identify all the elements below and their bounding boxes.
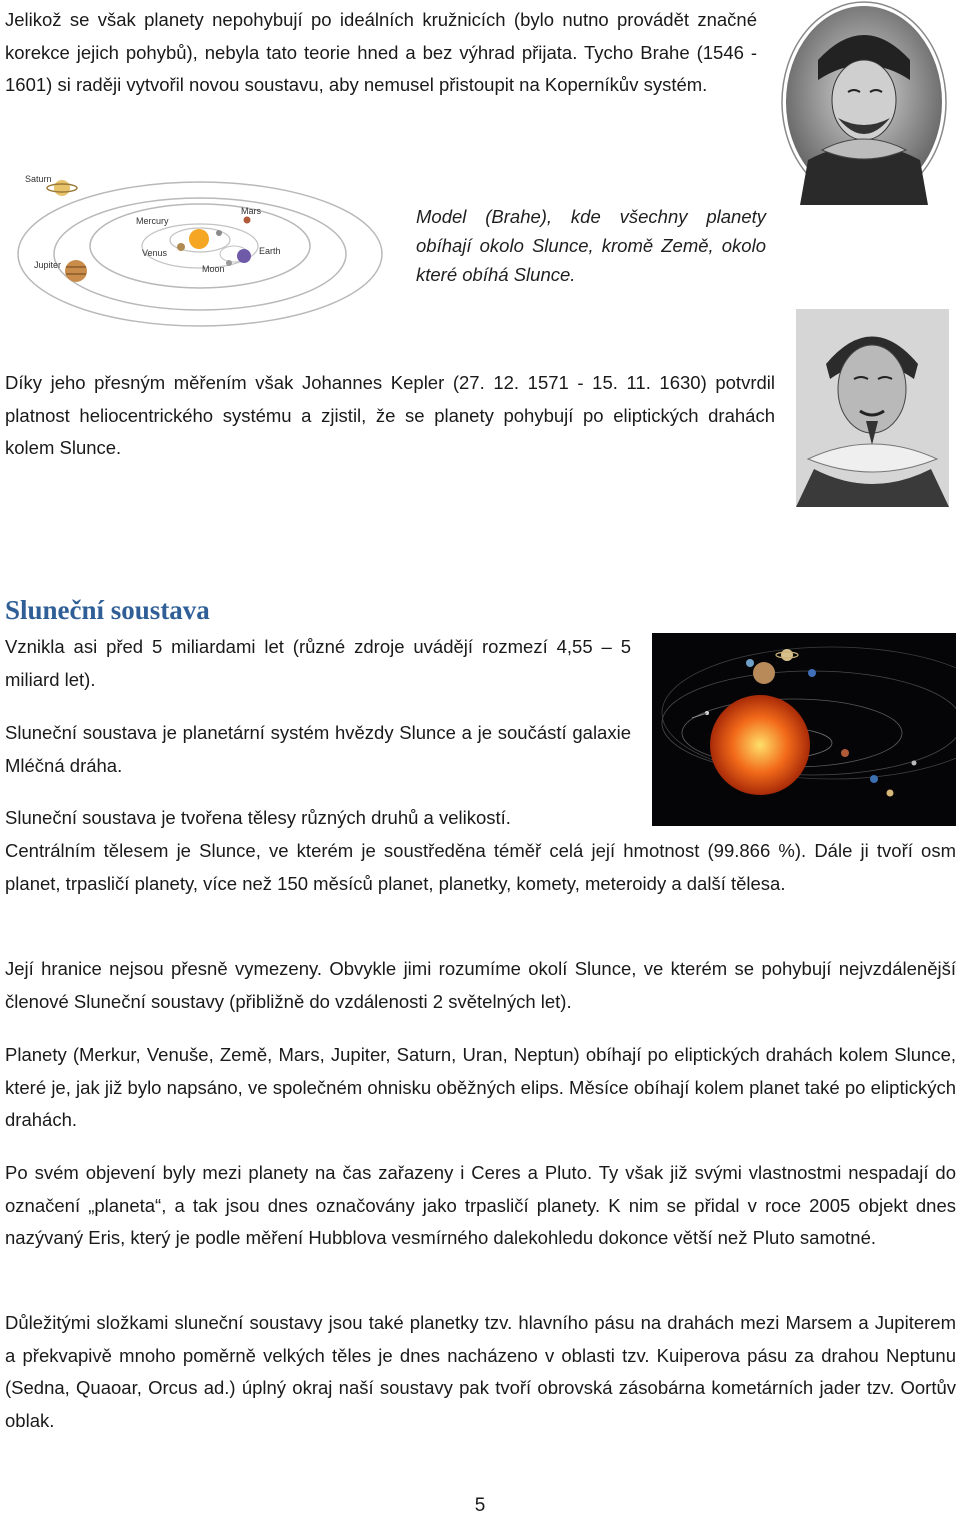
paragraph-dwarf-planets: Po svém objevení byly mezi planety na čas zařazeny i Ceres a Pluto. Ty však již svými vlastnostmi nespadají do označení „planeta“, a tak jsou dnes označovány jako trpasličí planety. K nim se přidal v roce 2005 objekt dnes nazývaný Eris, který je podle měření Hubblova vesmírného dalekohledu dokonce větší než Pluto samotné.	[5, 1162, 956, 1248]
diagram-caption: Model (Brahe), kde všechny planety obíhají okolo Slunce, kromě Země, okolo které obíhá Slunce.	[416, 206, 766, 285]
label-earth: Earth	[259, 246, 281, 256]
label-venus: Venus	[142, 248, 168, 258]
paragraph-boundary: Její hranice nejsou přesně vymezeny. Obvykle jimi rozumíme okolí Slunce, ve kterém se pohybují nejvzdálenější členové Sluneční soustavy (přibližně do vzdálenosti 2 světelných let).	[5, 958, 956, 1012]
sun-icon	[189, 229, 209, 249]
label-jupiter: Jupiter	[34, 260, 62, 270]
solar-system-illustration-icon	[652, 633, 956, 826]
paragraph-bodies: Sluneční soustava je tvořena tělesy různých druhů a velikostí.	[5, 807, 511, 828]
paragraph-origin: Vznikla asi před 5 miliardami let (různé zdroje uvádějí rozmezí 4,55 – 5 miliard let).	[5, 636, 631, 690]
label-saturn: Saturn	[25, 174, 52, 184]
section-heading: Sluneční soustava	[5, 595, 210, 625]
saturn-icon	[781, 649, 793, 661]
venus-icon	[887, 790, 894, 797]
intro-paragraph: Jelikož se však planety nepohybují po ideálních kružnicích (bylo nutno provádět značné korekce jejich pohybů), nebyla tato teorie hned a bez výhrad přijata. Tycho Brahe (1546 - 1601) si raději vytvořil novou soustavu, aby nemusel přistoupit na Koperníkův systém.	[5, 9, 757, 95]
moon-icon	[226, 260, 232, 266]
venus-icon	[177, 243, 185, 251]
mercury-icon	[216, 230, 222, 236]
paragraph-components: Důležitými složkami sluneční soustavy jsou také planetky tzv. hlavního pásu na drahách mezi Marsem a Jupiterem a překvapivě mnoho poměrně velkých těles je dnes nacházeno v oblasti tzv. Kuiperova pásu za drahou Neptunu (Sedna, Quaoar, Orcus ad.) úplný okraj naší soustavy pak tvoří obrovská zásobárna kometárních jader tzv. Oortův oblak.	[5, 1312, 956, 1431]
neptune-icon	[808, 669, 816, 677]
jupiter-icon	[65, 260, 87, 282]
paragraph-galaxy: Sluneční soustava je planetární systém hvězdy Slunce a je součástí galaxie Mléčná dráha.	[5, 722, 631, 776]
saturn-icon	[54, 180, 70, 196]
jupiter-icon	[753, 662, 775, 684]
paragraph-planets: Planety (Merkur, Venuše, Země, Mars, Jupiter, Saturn, Uran, Neptun) obíhají po eliptických drahách kolem Slunce, které je, jak již bylo napsáno, ve společném ohnisku oběžných elips. Měsíce obíhají kolem planet také po eliptických drahách.	[5, 1044, 956, 1130]
label-mercury: Mercury	[136, 216, 169, 226]
page-number: 5	[474, 1495, 486, 1516]
uranus-icon	[746, 659, 754, 667]
paragraph-central-body: Centrálním tělesem je Slunce, ve kterém je soustředěna téměř celá její hmotnost (99.866 %). Dále ji tvoří osm planet, trpasličí planety, více než 150 měsíců planet, planetky, komety, meteroidy a další tělesa.	[5, 840, 956, 894]
label-mars: Mars	[241, 206, 261, 216]
label-moon: Moon	[202, 264, 225, 274]
tycho-brahe-portrait-icon	[778, 0, 950, 205]
mars-icon	[244, 217, 251, 224]
johannes-kepler-portrait-icon	[796, 309, 949, 507]
brahe-model-diagram	[14, 168, 386, 330]
mars-icon	[841, 749, 849, 757]
sun-icon	[710, 695, 810, 795]
kepler-paragraph: Díky jeho přesným měřením však Johannes Kepler (27. 12. 1571 - 15. 11. 1630) potvrdil platnost heliocentrického systému a zjistil, že se planety pohybují po eliptických drahách kolem Slunce.	[5, 372, 775, 458]
mercury-icon	[912, 761, 917, 766]
earth-icon	[870, 775, 878, 783]
earth-icon	[237, 249, 251, 263]
